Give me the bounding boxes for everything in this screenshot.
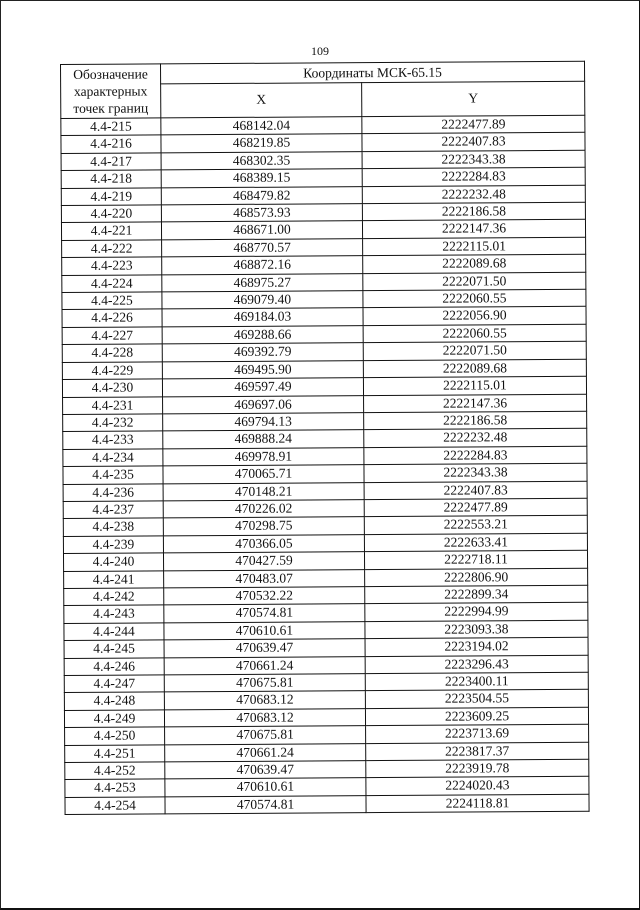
x-coordinate-cell: 470065.71 (163, 465, 364, 484)
point-designation-cell: 4.4-236 (63, 483, 163, 501)
x-coordinate-cell: 470427.59 (163, 552, 364, 571)
y-coordinate-cell: 2222232.48 (364, 429, 587, 448)
point-designation-cell: 4.4-230 (62, 379, 162, 397)
y-coordinate-cell: 2222477.89 (362, 115, 585, 134)
designation-column-header: Обозначение характерных точек границ (61, 64, 161, 119)
point-designation-cell: 4.4-218 (61, 170, 161, 188)
y-coordinate-cell: 2222115.01 (363, 237, 586, 256)
x-coordinate-cell: 470483.07 (164, 569, 365, 588)
y-coordinate-cell: 2223713.69 (366, 725, 589, 744)
point-designation-cell: 4.4-242 (64, 588, 164, 606)
point-designation-cell: 4.4-239 (63, 536, 163, 554)
y-coordinate-cell: 2222407.83 (364, 481, 587, 500)
point-designation-cell: 4.4-233 (63, 431, 163, 449)
x-coordinate-cell: 469392.79 (162, 343, 363, 362)
y-coordinate-cell: 2222186.58 (362, 202, 585, 221)
point-designation-cell: 4.4-241 (64, 570, 164, 588)
point-designation-cell: 4.4-224 (62, 275, 162, 293)
y-coordinate-cell: 2223194.02 (365, 637, 588, 656)
x-coordinate-cell: 468389.15 (161, 169, 362, 188)
page-number: 109 (311, 44, 329, 58)
y-coordinate-cell: 2222060.55 (363, 324, 586, 343)
x-coordinate-cell: 468671.00 (161, 221, 362, 240)
x-coordinate-cell: 470610.61 (165, 778, 366, 797)
y-column-header: Y (362, 81, 585, 116)
x-coordinate-cell: 468975.27 (162, 273, 363, 292)
x-coordinate-cell: 469597.49 (162, 378, 363, 397)
table-body (61, 115, 589, 814)
x-coordinate-cell: 470683.12 (164, 708, 365, 727)
x-coordinate-cell: 469288.66 (162, 326, 363, 345)
y-coordinate-cell: 2222071.50 (363, 272, 586, 291)
x-coordinate-cell: 470574.81 (165, 795, 366, 814)
x-coordinate-cell: 470366.05 (163, 534, 364, 553)
point-designation-cell: 4.4-223 (62, 257, 162, 275)
point-designation-cell: 4.4-232 (63, 414, 163, 432)
y-coordinate-cell: 2222806.90 (365, 568, 588, 587)
x-coordinate-cell: 469697.06 (163, 395, 364, 414)
y-coordinate-cell: 2223093.38 (365, 620, 588, 639)
y-coordinate-cell: 2223817.37 (366, 742, 589, 761)
x-coordinate-cell: 468302.35 (161, 151, 362, 170)
x-coordinate-cell: 470532.22 (164, 587, 365, 606)
point-designation-cell: 4.4-245 (64, 640, 164, 658)
point-designation-cell: 4.4-248 (64, 692, 164, 710)
point-designation-cell: 4.4-220 (61, 205, 161, 223)
y-coordinate-cell: 2222994.99 (365, 603, 588, 622)
point-designation-cell: 4.4-240 (63, 553, 163, 571)
y-coordinate-cell: 2222284.83 (364, 446, 587, 465)
x-coordinate-cell: 468872.16 (162, 256, 363, 275)
y-coordinate-cell: 2222899.34 (365, 585, 588, 604)
x-coordinate-cell: 469978.91 (163, 447, 364, 466)
point-designation-cell: 4.4-253 (65, 779, 165, 797)
coordinates-system-header: Координаты МСК-65.15 (161, 61, 585, 84)
x-coordinate-cell: 470639.47 (164, 639, 365, 658)
x-coordinate-cell: 470226.02 (163, 500, 364, 519)
x-coordinate-cell: 469888.24 (163, 430, 364, 449)
point-designation-cell: 4.4-246 (64, 657, 164, 675)
x-coordinate-cell: 470148.21 (163, 482, 364, 501)
point-designation-cell: 4.4-243 (64, 605, 164, 623)
coordinates-table (60, 61, 590, 815)
x-coordinate-cell: 468219.85 (161, 134, 362, 153)
y-coordinate-cell: 2222553.21 (364, 516, 587, 535)
point-designation-cell: 4.4-237 (63, 501, 163, 519)
point-designation-cell: 4.4-227 (62, 327, 162, 345)
point-designation-cell: 4.4-251 (65, 744, 165, 762)
x-coordinate-cell: 468573.93 (161, 204, 362, 223)
table-row (65, 794, 589, 815)
y-coordinate-cell: 2222633.41 (364, 533, 587, 552)
point-designation-cell: 4.4-219 (61, 188, 161, 206)
x-coordinate-cell: 470661.24 (164, 656, 365, 675)
x-coordinate-cell: 468479.82 (161, 186, 362, 205)
point-designation-cell: 4.4-250 (65, 727, 165, 745)
y-coordinate-cell: 2222071.50 (363, 342, 586, 361)
y-coordinate-cell: 2223296.43 (365, 655, 588, 674)
y-coordinate-cell: 2223400.11 (365, 672, 588, 691)
y-coordinate-cell: 2222343.38 (364, 463, 587, 482)
x-coordinate-cell: 468142.04 (161, 117, 362, 136)
point-designation-cell: 4.4-235 (63, 466, 163, 484)
point-designation-cell: 4.4-247 (64, 675, 164, 693)
point-designation-cell: 4.4-215 (61, 118, 161, 136)
y-coordinate-cell: 2222056.90 (363, 307, 586, 326)
y-coordinate-cell: 2222232.48 (362, 185, 585, 204)
y-coordinate-cell: 2222284.83 (362, 168, 585, 187)
x-coordinate-cell: 468770.57 (162, 238, 363, 257)
y-coordinate-cell: 2222115.01 (363, 376, 586, 395)
point-designation-cell: 4.4-228 (62, 344, 162, 362)
x-coordinate-cell: 469079.40 (162, 291, 363, 310)
y-coordinate-cell: 2224020.43 (366, 777, 589, 796)
y-coordinate-cell: 2222718.11 (364, 550, 587, 569)
x-coordinate-cell: 470610.61 (164, 621, 365, 640)
x-coordinate-cell: 470574.81 (164, 604, 365, 623)
point-designation-cell: 4.4-217 (61, 153, 161, 171)
x-coordinate-cell: 470661.24 (165, 743, 366, 762)
point-designation-cell: 4.4-249 (64, 710, 164, 728)
x-coordinate-cell: 470639.47 (165, 761, 366, 780)
x-column-header: X (161, 83, 362, 118)
point-designation-cell: 4.4-254 (65, 797, 165, 815)
y-coordinate-cell: 2223919.78 (366, 759, 589, 778)
point-designation-cell: 4.4-229 (62, 362, 162, 380)
x-coordinate-cell: 469184.03 (162, 308, 363, 327)
y-coordinate-cell: 2222060.55 (363, 289, 586, 308)
x-coordinate-cell: 469794.13 (163, 413, 364, 432)
y-coordinate-cell: 2222089.68 (363, 359, 586, 378)
y-coordinate-cell: 2223609.25 (365, 707, 588, 726)
point-designation-cell: 4.4-244 (64, 623, 164, 641)
point-designation-cell: 4.4-234 (63, 449, 163, 467)
x-coordinate-cell: 470675.81 (164, 674, 365, 693)
x-coordinate-cell: 470298.75 (163, 517, 364, 536)
point-designation-cell: 4.4-222 (62, 240, 162, 258)
y-coordinate-cell: 2223504.55 (365, 690, 588, 709)
y-coordinate-cell: 2222147.36 (364, 394, 587, 413)
x-coordinate-cell: 470675.81 (165, 726, 366, 745)
point-designation-cell: 4.4-231 (63, 396, 163, 414)
point-designation-cell: 4.4-226 (62, 309, 162, 327)
y-coordinate-cell: 2222343.38 (362, 150, 585, 169)
y-coordinate-cell: 2222089.68 (363, 255, 586, 274)
x-coordinate-cell: 469495.90 (162, 360, 363, 379)
y-coordinate-cell: 2222477.89 (364, 498, 587, 517)
point-designation-cell: 4.4-225 (62, 292, 162, 310)
y-coordinate-cell: 2222407.83 (362, 133, 585, 152)
point-designation-cell: 4.4-238 (63, 518, 163, 536)
x-coordinate-cell: 470683.12 (164, 691, 365, 710)
y-coordinate-cell: 2222147.36 (362, 220, 585, 239)
point-designation-cell: 4.4-216 (61, 135, 161, 153)
point-designation-cell: 4.4-221 (61, 222, 161, 240)
point-designation-cell: 4.4-252 (65, 762, 165, 780)
y-coordinate-cell: 2222186.58 (364, 411, 587, 430)
y-coordinate-cell: 2224118.81 (366, 794, 589, 813)
